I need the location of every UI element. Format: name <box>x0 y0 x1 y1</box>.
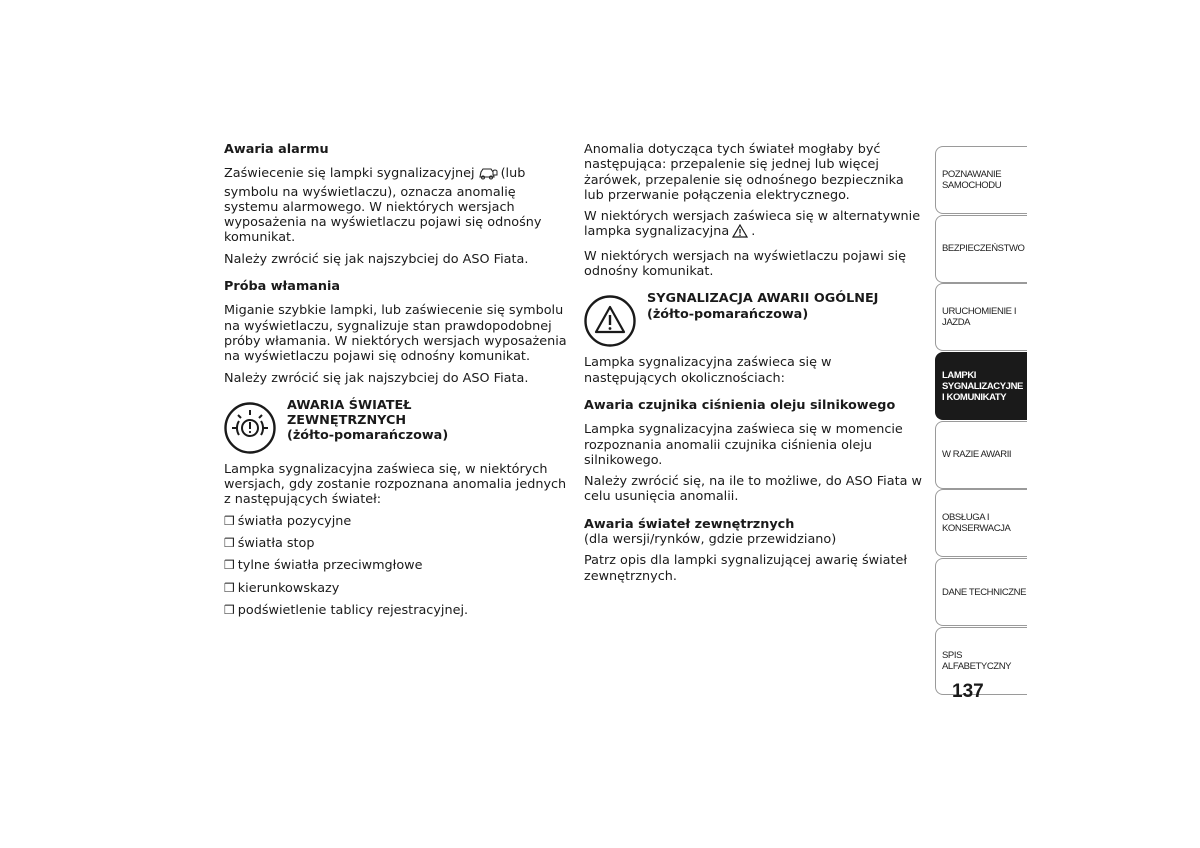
list-item-text: kierunkowskazy <box>237 580 340 596</box>
paragraph-contact-aso-2: Należy zwrócić się jak najszybciej do ASO Fiata. <box>224 370 529 386</box>
tab-label: LAMPKI SYGNALIZACYJNE I KOMUNIKATY <box>942 369 1023 403</box>
page-number: 137 <box>952 681 984 702</box>
tab-label: SPIS ALFABETYCZNY <box>942 649 1012 672</box>
checkbox-icon: ❒ <box>224 536 235 551</box>
checkbox-icon: ❒ <box>224 513 235 528</box>
list-item <box>224 558 569 573</box>
paragraph-alternative-text-a: W niektórych wersjach zaświeca się w alternatywnie lampka sygnalizacyjna <box>584 209 921 240</box>
paragraph-alarm-text-a: Zaświecenie się lampki sygnalizacyjnej <box>224 166 475 182</box>
tab-obsluga-i-konserwacja[interactable] <box>935 489 1027 557</box>
list-item-text: światła stop <box>237 536 315 552</box>
checkbox-icon: ❒ <box>224 602 235 617</box>
paragraph-circumstances: Lampka sygnalizacyjna zaświeca się w następujących okolicznościach: <box>584 355 832 386</box>
list-item <box>224 514 569 529</box>
list-item <box>224 603 569 618</box>
general-failure-warning-icon <box>584 295 636 351</box>
exterior-lights-title-line3: (żółto-pomarańczowa) <box>287 428 449 444</box>
general-failure-title-line1: SYGNALIZACJA AWARII OGÓLNEJ <box>647 291 879 307</box>
list-item-text: światła pozycyjne <box>237 513 352 529</box>
exterior-lights-failure-block <box>224 398 569 462</box>
warning-triangle-icon <box>732 224 748 242</box>
heading-break-in-attempt: Próba włamania <box>224 279 341 295</box>
left-column <box>224 142 569 625</box>
general-failure-title-line2: (żółto-pomarańczowa) <box>647 306 809 322</box>
tab-label: DANE TECHNICZNE <box>942 586 1027 598</box>
exterior-lights-title <box>287 398 448 444</box>
paragraph-alternative-light <box>584 209 924 243</box>
paragraph-versions-markets: (dla wersji/rynków, gdzie przewidziano) <box>584 532 837 548</box>
tab-label: URUCHOMIENIE I JAZDA <box>942 306 1017 329</box>
paragraph-alarm-text-b: (lub symbolu na wyświetlaczu), oznacza anomalię systemu alarmowego. W niektórych wersjach wyposażenia na wyświetlaczu pojawi się odnośny komunikat. <box>224 166 542 246</box>
list-item <box>224 581 569 596</box>
tab-uruchomienie-i-jazda[interactable] <box>935 283 1027 351</box>
tab-label: W RAZIE AWARII <box>942 449 1012 461</box>
tab-label: OBSŁUGA I KONSERWACJA <box>942 512 1011 535</box>
paragraph-break-in: Miganie szybkie lampki, lub zaświecenie się symbolu na wyświetlaczu, sygnalizuje stan prawdopodobnej próby włamania. W niektórych wersjach wyposażenia na wyświetlaczu pojawi się odnośny komunikat. <box>224 303 567 365</box>
paragraph-see-description: Patrz opis dla lampki sygnalizującej awarię świateł zewnętrznych. <box>584 553 908 584</box>
paragraph-contact-aso-1: Należy zwrócić się jak najszybciej do ASO Fiata. <box>224 251 529 267</box>
paragraph-anomaly-causes: Anomalia dotycząca tych świateł mogłaby być następująca: przepalenie się jednej lub więcej żarówek, przepalenie się odnośnego bezpiecznika lub przerwanie połączenia elektrycznego. <box>584 142 904 203</box>
paragraph-alternative-text-b: . <box>751 224 756 240</box>
car-alarm-icon <box>478 166 498 184</box>
heading-alarm-failure: Awaria alarmu <box>224 142 329 157</box>
paragraph-alarm-light <box>224 166 569 245</box>
exterior-light-failure-icon <box>224 402 276 458</box>
exterior-lights-title-line1: AWARIA ŚWIATEŁ <box>287 397 412 413</box>
paragraph-contact-aso-3: Należy zwrócić się, na ile to możliwe, do ASO Fiata w celu usunięcia anomalii. <box>584 474 922 505</box>
tab-w-razie-awarii[interactable] <box>935 421 1027 489</box>
tab-poznawanie-samochodu[interactable] <box>935 146 1027 214</box>
tab-label: BEZPIECZEŃSTWO <box>942 243 1025 255</box>
paragraph-exterior-lights: Lampka sygnalizacyjna zaświeca się, w niektórych wersjach, gdy zostanie rozpoznana anomalia jednych z następujących świateł: <box>224 461 567 508</box>
list-item <box>224 536 569 551</box>
general-failure-title <box>647 291 878 322</box>
paragraph-oil-sensor: Lampka sygnalizacyjna zaświeca się w momencie rozpoznania anomalii czujnika ciśnienia oleju silnikowego. <box>584 422 903 468</box>
general-failure-block <box>584 291 924 355</box>
exterior-lights-title-line2: ZEWNĘTRZNYCH <box>287 413 407 429</box>
tab-bezpieczenstwo[interactable] <box>935 215 1027 283</box>
tab-lampki-sygnalizacyjne[interactable] <box>935 352 1027 420</box>
list-item-text: podświetlenie tablicy rejestracyjnej. <box>237 602 469 618</box>
tab-label: POZNAWANIE SAMOCHODU <box>942 169 1002 191</box>
checkbox-icon: ❒ <box>224 580 235 595</box>
right-column <box>584 142 924 590</box>
paragraph-display-message: W niektórych wersjach na wyświetlaczu pojawi się odnośny komunikat. <box>584 248 906 280</box>
tab-dane-techniczne[interactable] <box>935 558 1027 626</box>
checkbox-icon: ❒ <box>224 558 235 573</box>
heading-oil-pressure-sensor: Awaria czujnika ciśnienia oleju silnikowego <box>584 397 896 413</box>
chapter-tabs <box>935 146 1027 696</box>
heading-exterior-lights-failure: Awaria świateł zewnętrznych <box>584 516 795 532</box>
list-item-text: tylne światła przeciwmgłowe <box>237 558 423 574</box>
